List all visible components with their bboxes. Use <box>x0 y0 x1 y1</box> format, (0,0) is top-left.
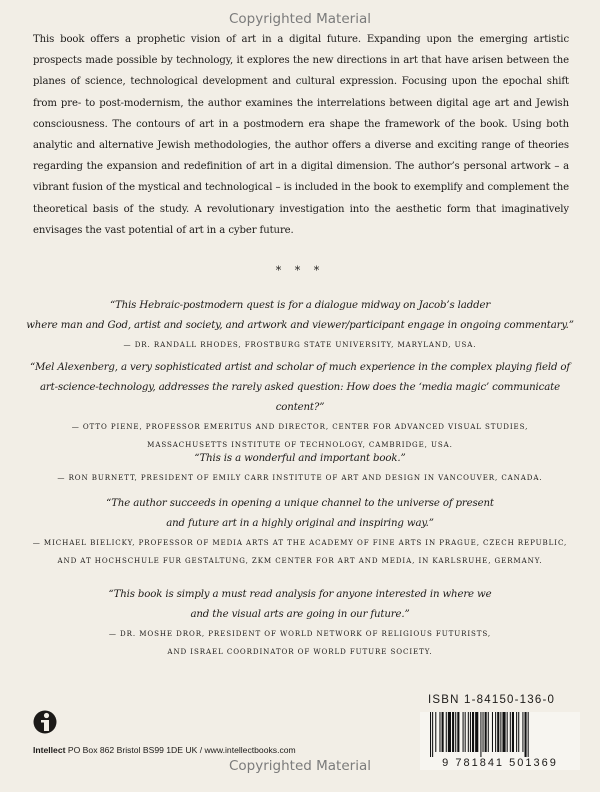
quote-attribution: — DR. MOSHE DROR, PRESIDENT OF WORLD NETWORK OF RELIGIOUS FUTURISTS, <box>108 629 492 638</box>
publisher-name: Intellect <box>33 745 66 755</box>
watermark-bottom: Copyrighted Material <box>229 758 371 774</box>
quote-attribution: AND ISRAEL COORDINATOR OF WORLD FUTURE SOCIETY. <box>167 646 433 656</box>
barcode-bar <box>439 712 440 752</box>
barcode-bar <box>468 712 469 752</box>
barcode-bar <box>502 712 505 752</box>
barcode-digits: 9 781841 501369 <box>442 757 558 769</box>
barcode-bar <box>465 712 466 752</box>
publisher-address: PO Box 862 Bristol BS99 1DE UK / www.intellectbooks.com <box>67 745 296 755</box>
book-description: This book offers a prophetic vision of art in a digital future. Expanding upon the emerging artistic prospects made possible by technology, it explores the new directions in art that have arisen between the planes of science, technological development and cultural expression. Focusing upon the epochal shift from pre- to post-modernism, the author examines the interrelations between digital age art and Jewish consciousness. The contours of art in a postmodern era shape the framework of the book. Using both analytic and alternative Jewish methodologies, the author offers a diverse and exciting range of theories regarding the expansion and redefinition of art in a digital dimension. The author’s personal artwork – a vibrant fusion of the mystical and technological – is included in the book to exemplify and complement the theoretical basis of the study. A revolutionary investigation into the aesthetic form that imaginatively envisages the vast potential of art in a cyber future. <box>33 34 569 236</box>
section-separator: * * * <box>275 264 325 277</box>
barcode-icon <box>430 712 570 757</box>
barcode-bar <box>485 712 487 752</box>
endorsement-quote <box>20 449 580 487</box>
quote-attribution: — DR. RANDALL RHODES, FROSTBURG STATE UNIVERSITY, MARYLAND, USA. <box>123 340 477 349</box>
barcode-bar <box>446 712 447 752</box>
barcode-bar <box>518 712 519 752</box>
quote-line: “This book is simply a must read analysis for anyone interested in where we <box>108 589 492 600</box>
quote-attribution: MASSACHUSETTS INSTITUTE OF TECHNOLOGY, CAMBRIDGE, USA. <box>147 439 453 449</box>
endorsement-quote <box>20 358 580 453</box>
isbn-label: ISBN 1-84150-136-0 <box>428 694 556 706</box>
quote-line: “This is a wonderful and important book.” <box>194 453 406 464</box>
barcode-bar <box>430 712 431 757</box>
quote-attribution: — RON BURNETT, PRESIDENT OF EMILY CARR INSTITUTE OF ART AND DESIGN IN VANCOUVER, CANADA. <box>57 473 543 482</box>
barcode-bar <box>472 712 474 752</box>
barcode-bar <box>525 712 527 757</box>
barcode-bar <box>457 712 459 752</box>
quote-line: and the visual arts are going in our future.” <box>190 609 410 620</box>
barcode-bar <box>452 712 454 752</box>
quote-attribution: — OTTO PIENE, PROFESSOR EMERITUS AND DIRECTOR, CENTER FOR ADVANCED VISUAL STUDIES, <box>71 422 529 431</box>
barcode-bar <box>455 712 456 752</box>
endorsement-quote <box>20 296 580 354</box>
barcode-bar <box>470 712 471 752</box>
quote-line: and future art in a highly original and inspiring way.” <box>166 518 434 529</box>
barcode-bar <box>500 712 501 752</box>
barcode-bar <box>516 712 517 752</box>
barcode-bar <box>497 712 499 752</box>
endorsement-quote <box>20 494 580 569</box>
quote-line: where man and God, artist and society, and artwork and viewer/participant engage in ongoing commentary.” <box>26 320 574 331</box>
barcode-bar <box>507 712 508 752</box>
barcode-bar <box>463 712 464 752</box>
barcode-bar <box>512 712 514 752</box>
barcode-bar <box>432 712 433 757</box>
barcode-bar <box>483 712 484 752</box>
intellect-logo-icon <box>33 705 57 739</box>
watermark-top: Copyrighted Material <box>229 11 371 27</box>
barcode-bar <box>448 712 451 752</box>
barcode-bar <box>442 712 444 752</box>
barcode-bar <box>528 712 529 757</box>
quote-line: art-science-technology, addresses the rarely asked question: How does the ‘media magic’ communicate content?” <box>40 382 560 413</box>
barcode-bar <box>488 712 489 752</box>
endorsement-quote <box>20 585 580 660</box>
barcode-bar <box>475 712 478 752</box>
barcode-bar <box>495 712 496 752</box>
barcode-bar <box>480 712 481 757</box>
barcode-bar <box>510 712 511 752</box>
quote-attribution: — MICHAEL BIELICKY, PROFESSOR OF MEDIA ARTS AT THE ACADEMY OF FINE ARTS IN PRAGUE, CZECH REPUBLIC, <box>32 538 568 547</box>
barcode-bar <box>435 712 436 752</box>
quote-line: “The author succeeds in opening a unique channel to the universe of present <box>106 498 494 509</box>
publisher-info <box>33 745 296 755</box>
barcode-bar <box>492 712 493 752</box>
quote-attribution: AND AT HOCHSCHULE FUR GESTALTUNG, ZKM CENTER FOR ART AND MEDIA, IN KARLSRUHE, GERMANY. <box>57 555 543 565</box>
barcode-bar <box>522 712 523 752</box>
quote-line: “Mel Alexenberg, a very sophisticated artist and scholar of much experience in the complex playing field of <box>29 362 571 373</box>
quote-line: “This Hebraic-postmodern quest is for a dialogue midway on Jacob’s ladder <box>109 300 491 311</box>
